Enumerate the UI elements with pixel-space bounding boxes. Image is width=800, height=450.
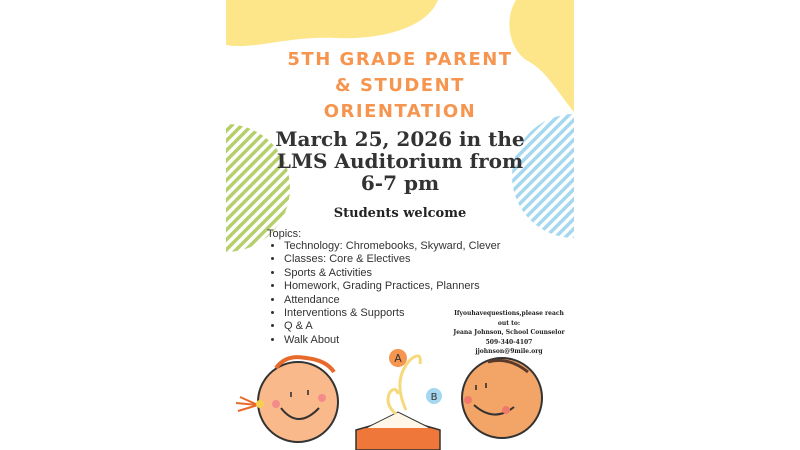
contact-info [448, 309, 570, 357]
contact-email: jjohnson@9mile.org [475, 348, 543, 355]
topic-item: • Technology: Chromebooks, Skyward, Clever [284, 240, 500, 253]
topic-item: • Q & A [284, 320, 500, 333]
contact-phone: 509-340-4107 [485, 338, 533, 346]
topics-label: Topics: [267, 228, 302, 240]
contact-intro: Ifyouhavequestions,please reach out to: [454, 310, 564, 327]
flyer-title-line-3: ORIENTATION [323, 101, 477, 122]
topic-item: • Homework, Grading Practices, Planners [284, 280, 500, 293]
topic-item: • Attendance [284, 294, 500, 307]
letter-b: B [430, 392, 438, 403]
topic-item: • Walk About [284, 334, 500, 347]
orientation-flyer [226, 0, 574, 450]
event-date-line-1: March 25, 2026 in the [275, 127, 525, 151]
event-date-line-2: LMS Auditorium from [276, 149, 524, 173]
students-welcome: Students welcome [333, 206, 467, 221]
flyer-title-line-2: & STUDENT [335, 75, 465, 96]
flyer-title-line-1: 5TH GRADE PARENT [287, 49, 513, 70]
topic-item: • Classes: Core & Electives [284, 253, 500, 266]
topic-item: • Interventions & Supports [284, 307, 500, 320]
children-reading-illustration [236, 349, 542, 450]
event-date-line-3: 6-7 pm [360, 171, 440, 195]
contact-name: Jeana Johnson, School Counselor [453, 329, 565, 336]
topic-item: • Sports & Activities [284, 267, 500, 280]
letter-a: A [394, 352, 402, 365]
yellow-blob-top [226, 0, 438, 46]
